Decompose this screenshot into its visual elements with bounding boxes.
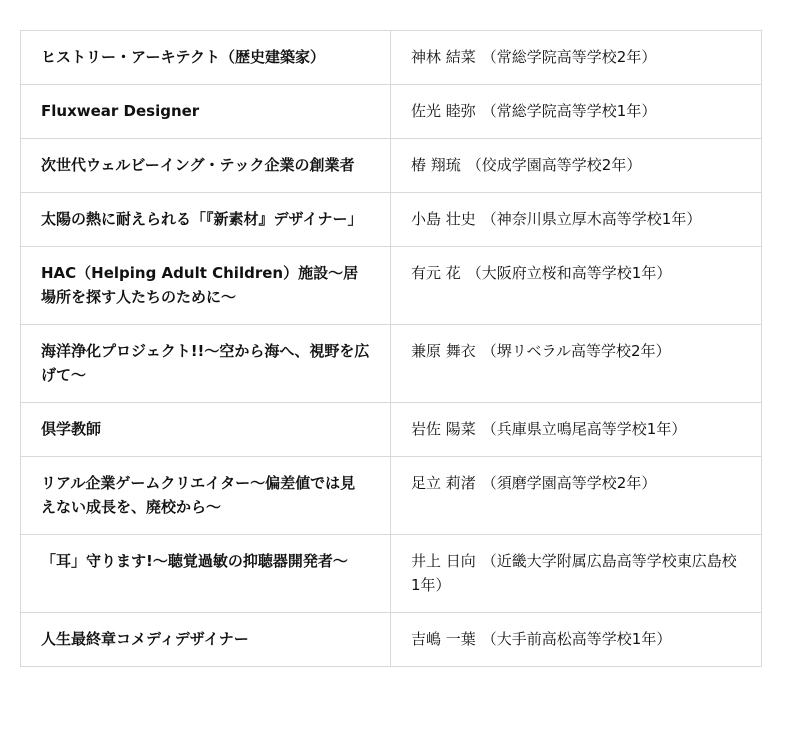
table-row <box>21 403 762 457</box>
entry-author-cell <box>391 325 762 403</box>
entry-author-cell <box>391 613 762 667</box>
author-name: 椿 翔琉 <box>411 156 461 174</box>
author-school: （須磨学園高等学校2年） <box>481 474 657 492</box>
entry-author-cell <box>391 247 762 325</box>
entry-author-cell <box>391 457 762 535</box>
author-name: 足立 莉渚 <box>411 474 476 492</box>
author-school: （兵庫県立鳴尾高等学校1年） <box>481 420 687 438</box>
author-school: （佼成学園高等学校2年） <box>466 156 642 174</box>
author-name: 兼原 舞衣 <box>411 342 476 360</box>
table-row <box>21 85 762 139</box>
entry-author-cell <box>391 31 762 85</box>
author-school: （大阪府立桜和高等学校1年） <box>466 264 672 282</box>
table-row <box>21 193 762 247</box>
entries-table-body <box>21 31 762 667</box>
author-school: （堺リベラル高等学校2年） <box>481 342 671 360</box>
entry-author-cell <box>391 403 762 457</box>
author-school: （常総学院高等学校2年） <box>481 48 657 66</box>
entry-author-cell <box>391 139 762 193</box>
entry-author-cell <box>391 535 762 613</box>
author-name: 小島 壮史 <box>411 210 476 228</box>
table-row <box>21 535 762 613</box>
table-row <box>21 139 762 193</box>
entry-title: 海洋浄化プロジェクト!!〜空から海へ、視野を広げて〜 <box>21 325 391 403</box>
table-row <box>21 325 762 403</box>
author-school: （近畿大学附属広島高等学校東広島校1年） <box>411 552 737 594</box>
author-name: 神林 結菜 <box>411 48 476 66</box>
entry-title: 倶学教師 <box>21 403 391 457</box>
author-name: 井上 日向 <box>411 552 476 570</box>
author-school: （大手前高松高等学校1年） <box>481 630 672 648</box>
entry-title: ヒストリー・アーキテクト（歴史建築家） <box>21 31 391 85</box>
author-school: （神奈川県立厚木高等学校1年） <box>481 210 702 228</box>
entries-table <box>20 30 762 667</box>
author-name: 佐光 睦弥 <box>411 102 476 120</box>
entry-author-cell <box>391 193 762 247</box>
table-row <box>21 31 762 85</box>
entry-title: 次世代ウェルビーイング・テック企業の創業者 <box>21 139 391 193</box>
entry-title: Fluxwear Designer <box>21 85 391 139</box>
author-name: 有元 花 <box>411 264 461 282</box>
table-row <box>21 613 762 667</box>
entry-author-cell <box>391 85 762 139</box>
entry-title: 太陽の熱に耐えられる「『新素材』デザイナー」 <box>21 193 391 247</box>
entry-title: 人生最終章コメディデザイナー <box>21 613 391 667</box>
table-row <box>21 457 762 535</box>
author-name: 吉嶋 一葉 <box>411 630 476 648</box>
table-row <box>21 247 762 325</box>
entry-title: HAC（Helping Adult Children）施設〜居場所を探す人たちのために〜 <box>21 247 391 325</box>
entry-title: 「耳」守ります!〜聴覚過敏の抑聴器開発者〜 <box>21 535 391 613</box>
author-school: （常総学院高等学校1年） <box>481 102 657 120</box>
author-name: 岩佐 陽菜 <box>411 420 476 438</box>
entry-title: リアル企業ゲームクリエイター〜偏差値では見えない成長を、廃校から〜 <box>21 457 391 535</box>
